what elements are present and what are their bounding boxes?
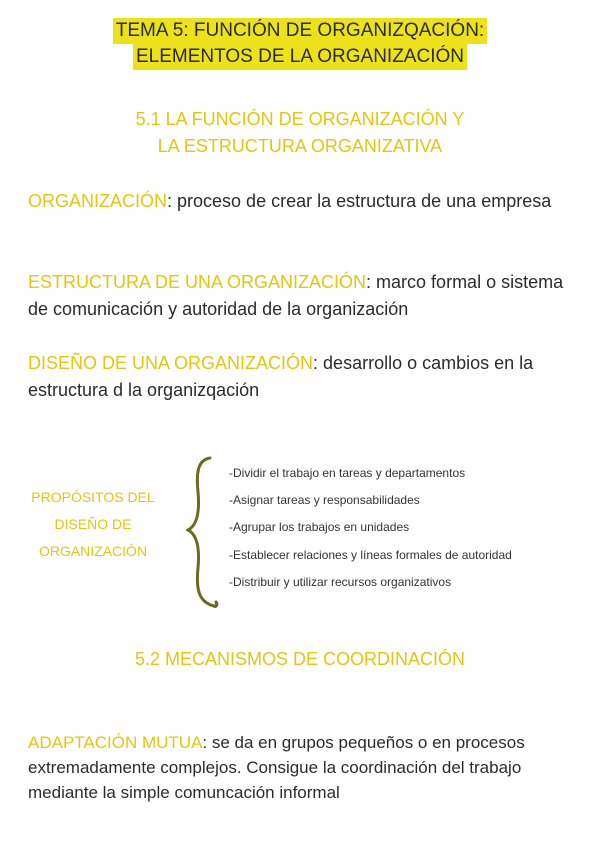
purpose-item: -Dividir el trabajo en tareas y departamentos [229,466,466,480]
mutual-adjustment-term: ADAPTACIÓN MUTUA [28,733,203,752]
purposes-list [229,460,512,596]
definition-text: : marco formal o sistema de comunicación y autoridad de la organización [28,272,564,319]
definition-text: : desarrollo o cambios en la estructura d la organizqación [28,353,534,400]
curly-brace-icon [186,452,226,612]
purposes-label-line-1: PROPÓSITOS DEL [31,489,155,505]
definition-term: DISEÑO DE UNA ORGANIZACIÓN [28,353,314,373]
definition-estructura [28,269,578,323]
definition-term: ESTRUCTURA DE UNA ORGANIZACIÓN [28,272,367,292]
mutual-adjustment-paragraph [28,730,576,805]
document-title [0,18,600,70]
section-2-heading: 5.2 MECANISMOS DE COORDINACIÓN [134,649,466,669]
section-1-heading-line-1: 5.1 LA FUNCIÓN DE ORGANIZACIÓN Y [135,109,465,129]
title-line-1: TEMA 5: FUNCIÓN DE ORGANIZQACIÓN: [113,18,487,44]
title-line-2: ELEMENTOS DE LA ORGANIZACIÓN [133,44,467,70]
definition-organizacion [28,188,578,215]
definition-term: ORGANIZACIÓN [28,191,168,211]
definition-diseno [28,350,578,404]
purpose-item: -Asignar tareas y responsabilidades [229,493,420,508]
purpose-item: -Agrupar los trabajos en unidades [229,520,410,535]
purposes-label [18,484,168,565]
mutual-adjustment-text: : se da en grupos pequeños o en procesos extremadamente complejos. Consigue la coordinación del trabajo mediante la simple comuncación informal [28,733,525,802]
purpose-item: -Establecer relaciones y líneas formales de autoridad [229,547,512,562]
section-1-heading-line-2: LA ESTRUCTURA ORGANIZATIVA [157,136,443,156]
definition-text: : proceso de crear la estructura de una empresa [167,191,552,211]
purposes-label-line-2: DISEÑO DE [54,516,132,532]
section-1-heading [0,106,600,160]
purposes-label-line-3: ORGANIZACIÓN [38,543,148,559]
purpose-item: -Distribuir y utilizar recursos organizativos [229,574,452,589]
